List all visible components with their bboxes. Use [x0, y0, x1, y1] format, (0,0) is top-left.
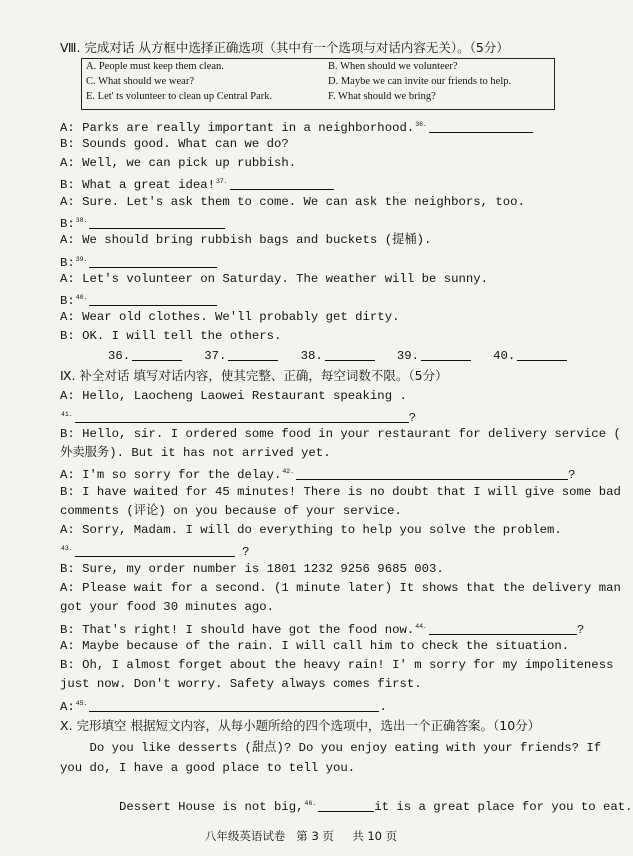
dialogue-line: A: Well, we can pick up rubbish.: [60, 156, 297, 170]
line-text: B: That's right! I should have got the food now.: [60, 623, 415, 637]
answer-label: 40.: [493, 349, 516, 363]
option-e: E. Let' ts volunteer to clean up Central Park.: [86, 91, 273, 102]
dialogue-line: 外卖服务). But it has not arrived yet.: [60, 446, 331, 460]
answer-blank-44[interactable]: [429, 622, 577, 635]
answer-blank-37[interactable]: [230, 177, 334, 190]
answer-sheet-blank[interactable]: [325, 348, 375, 361]
question-number: 42.: [282, 468, 295, 475]
answer-blank-41[interactable]: [75, 410, 409, 423]
dialogue-line: B: Sounds good. What can we do?: [60, 137, 289, 151]
line-end-punct: ?: [576, 623, 585, 637]
line-text: B: What a great idea!: [60, 178, 215, 192]
answer-blank-42[interactable]: [296, 467, 568, 480]
dialogue-line: [60, 174, 334, 193]
dialogue-line: B: Oh, I almost forget about the heavy rain! I' m sorry for my impoliteness: [60, 658, 614, 672]
passage-line: you do, I have a good place to tell you.: [60, 761, 356, 775]
page-footer: 八年级英语试卷 第 3 页 共 10 页: [204, 829, 398, 843]
dialogue-line: [60, 117, 533, 136]
dialogue-line: [60, 407, 416, 426]
line-text: Dessert House is not big,: [89, 800, 304, 814]
line-text: A: Parks are really important in a neighborhood.: [60, 121, 415, 135]
answer-blank-39[interactable]: [89, 255, 217, 268]
dialogue-line: [60, 541, 249, 560]
dialogue-line: A: Wear old clothes. We'll probably get dirty.: [60, 310, 400, 324]
answer-blank-40[interactable]: [89, 293, 217, 306]
section-10-heading: Ⅹ. 完形填空 根据短文内容，从每小题所给的四个选项中，选出一个正确答案。（10分）: [60, 718, 541, 733]
question-number: 43.: [61, 545, 73, 552]
line-text: B:: [60, 217, 75, 231]
line-end-punct: ?: [568, 468, 576, 482]
line-text: A: I'm so sorry for the delay.: [60, 468, 282, 482]
dialogue-line: A: Maybe because of the rain. I will call him to check the situation.: [60, 639, 570, 653]
dialogue-line: B: OK. I will tell the others.: [60, 329, 282, 343]
answer-sheet-blank[interactable]: [228, 348, 278, 361]
answer-label: 39.: [396, 349, 419, 363]
dialogue-line: A: Hello, Laocheng Laowei Restaurant speaking .: [60, 389, 407, 403]
section-8-heading: Ⅷ. 完成对话 从方框中选择正确选项（其中有一个选项与对话内容无关）。（5分）: [60, 40, 509, 55]
option-b: B. When should we volunteer?: [328, 61, 458, 72]
question-number: 41.: [61, 411, 73, 418]
dialogue-line: [60, 213, 225, 232]
question-number: 40.: [75, 294, 88, 301]
question-number: 39.: [75, 256, 88, 263]
option-a: A. People must keep them clean.: [86, 61, 224, 72]
question-number: 46.: [304, 800, 317, 807]
line-text: B:: [60, 294, 75, 308]
answer-sheet-row: [108, 348, 567, 364]
answer-sheet-blank[interactable]: [132, 348, 182, 361]
answer-label: 38.: [300, 349, 323, 363]
passage-line: Do you like desserts (甜点)? Do you enjoy eating with your friends? If: [60, 741, 602, 755]
line-end-punct: .: [379, 700, 387, 714]
line-end-punct: ?: [242, 545, 250, 559]
question-number: 44.: [415, 623, 427, 630]
options-box: [81, 58, 555, 110]
dialogue-line: got your food 30 minutes ago.: [60, 600, 275, 614]
answer-blank-36[interactable]: [429, 120, 533, 133]
answer-blank-45[interactable]: [89, 699, 379, 712]
dialogue-line: [60, 464, 575, 483]
option-d: D. Maybe we can invite our friends to help.: [328, 76, 512, 87]
dialogue-line: A: Sorry, Madam. I will do everything to help you solve the problem.: [60, 523, 562, 537]
question-number: 45.: [75, 700, 88, 707]
section-9-heading: Ⅸ. 补全对话 填写对话内容，使其完整、正确，每空词数不限。（5分）: [60, 368, 448, 383]
answer-blank-38[interactable]: [89, 216, 225, 229]
dialogue-line: [60, 252, 217, 271]
answer-sheet-blank[interactable]: [421, 348, 471, 361]
line-text: B:: [60, 256, 75, 270]
answer-blank-46[interactable]: [318, 799, 374, 812]
question-number: 37.: [215, 178, 228, 185]
passage-line: [60, 780, 633, 831]
dialogue-line: A: Sure. Let's ask them to come. We can ask the neighbors, too.: [60, 195, 525, 209]
dialogue-line: just now. Don't worry. Safety always comes first.: [60, 677, 422, 691]
line-text: A:: [60, 700, 75, 714]
dialogue-line: comments (评论) on you because of your service.: [60, 504, 402, 518]
dialogue-line: [60, 290, 217, 309]
question-number: 38.: [75, 217, 88, 224]
dialogue-line: A: We should bring rubbish bags and buckets (提桶).: [60, 233, 432, 247]
dialogue-line: [60, 619, 584, 638]
option-c: C. What should we wear?: [86, 76, 194, 87]
dialogue-line: A: Please wait for a second. (1 minute later) It shows that the delivery man: [60, 581, 621, 595]
dialogue-line: [60, 696, 387, 715]
question-number: 36.: [415, 121, 427, 128]
dialogue-line: A: Let's volunteer on Saturday. The weather will be sunny.: [60, 272, 489, 286]
option-f: F. What should we bring?: [328, 91, 436, 102]
line-text-after: it is a great place for you to eat.: [374, 800, 633, 814]
answer-label: 37.: [204, 349, 227, 363]
answer-sheet-blank[interactable]: [517, 348, 567, 361]
answer-label: 36.: [108, 349, 131, 363]
line-end-punct: ?: [408, 411, 417, 425]
answer-blank-43[interactable]: [75, 544, 235, 557]
dialogue-line: B: Sure, my order number is 1801 1232 9256 9685 003.: [60, 562, 444, 576]
dialogue-line: B: I have waited for 45 minutes! There is no doubt that I will give some bad: [60, 485, 621, 499]
dialogue-line: B: Hello, sir. I ordered some food in your restaurant for delivery service (: [60, 427, 621, 441]
